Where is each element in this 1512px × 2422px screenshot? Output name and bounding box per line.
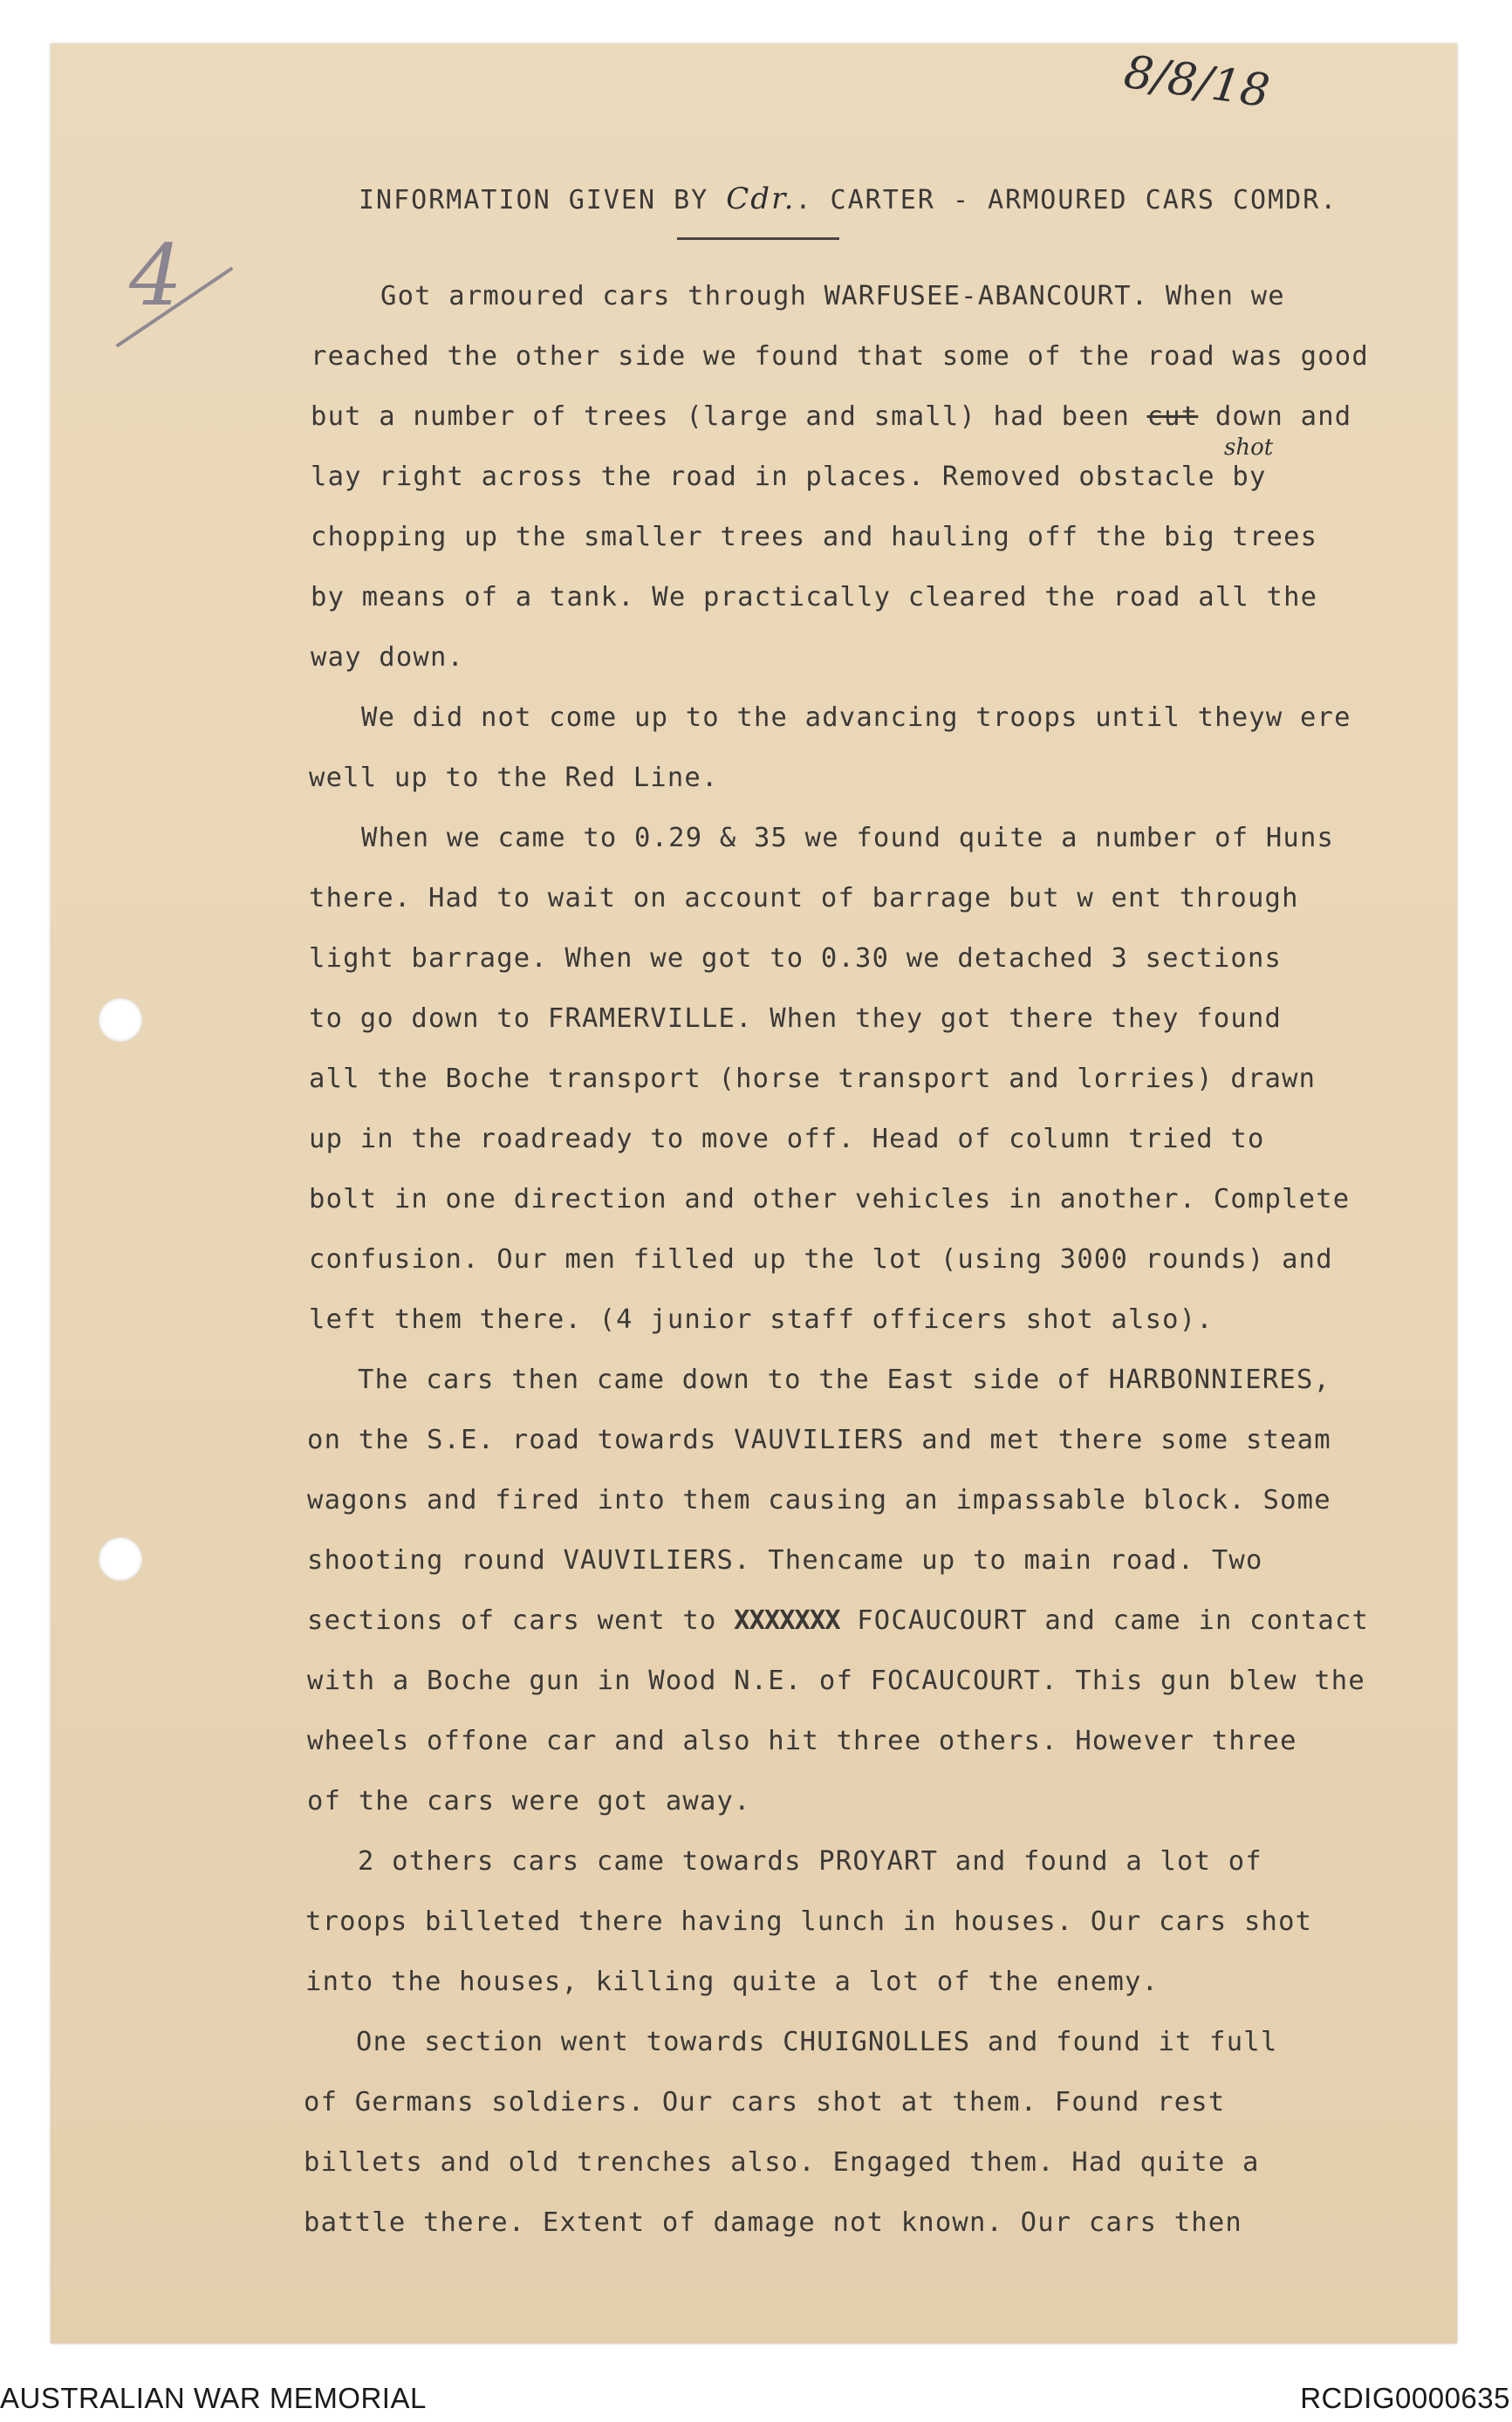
text-line: to go down to FRAMERVILLE. When they got there they found (309, 1003, 1283, 1034)
text-line: by means of a tank. We practically cleared the road all the (311, 582, 1318, 612)
text-line: on the S.E. road towards VAUVILIERS and met there some steam (307, 1425, 1331, 1455)
text-line-with-strike (311, 401, 1351, 432)
text-line: wheels offone car and also hit three others. However three (307, 1726, 1297, 1756)
text-line: confusion. Our men filled up the lot (using 3000 rounds) and (309, 1244, 1333, 1275)
document-title (359, 181, 1338, 216)
title-prefix: INFORMATION GIVEN BY (359, 185, 709, 216)
punch-hole-top (99, 998, 142, 1042)
text-line: When we came to 0.29 & 35 we found quite a number of Huns (361, 823, 1335, 853)
title-underline (677, 237, 839, 240)
struck-word: cut (1146, 401, 1199, 432)
text-line-with-crossout (307, 1605, 1369, 1636)
text-line: with a Boche gun in Wood N.E. of FOCAUCOURT. This gun blew the (307, 1666, 1365, 1696)
text-line: One section went towards CHUIGNOLLES and found it full (356, 2027, 1278, 2057)
text-line: wagons and fired into them causing an impassable block. Some (307, 1485, 1331, 1515)
handwritten-date: 8/8/18 (1120, 45, 1273, 119)
punch-hole-bottom (99, 1537, 142, 1581)
text-line: We did not come up to the advancing troops until theyw ere (361, 702, 1351, 733)
document-page (51, 44, 1457, 2343)
text-line: shooting round VAUVILIERS. Thencame up to main road. Two (307, 1545, 1263, 1576)
text-line: of Germans soldiers. Our cars shot at them. Found rest (304, 2087, 1226, 2118)
text-line: into the houses, killing quite a lot of the enemy. (305, 1967, 1160, 1997)
text-before-crossout: sections of cars went to (307, 1605, 717, 1636)
text-line: well up to the Red Line. (309, 763, 719, 793)
crossed-out-word: XXXXXXX (734, 1605, 840, 1636)
text-before-strike: but a number of trees (large and small) had been (311, 401, 1147, 432)
text-line: there. Had to wait on account of barrage but w ent through (309, 883, 1299, 913)
text-line: Got armoured cars through WARFUSEE-ABANCOURT. When we (380, 281, 1285, 311)
text-line: left them there. (4 junior staff officers shot also). (309, 1304, 1214, 1335)
archive-item-id: RCDIG0000635 (1300, 2382, 1510, 2414)
text-line: troops billeted there having lunch in houses. Our cars shot (305, 1906, 1313, 1937)
archive-credit: AUSTRALIAN WAR MEMORIAL (0, 2382, 427, 2414)
text-line: reached the other side we found that some of the road was good (311, 341, 1369, 372)
text-line: The cars then came down to the East side of HARBONNIERES, (358, 1365, 1331, 1395)
text-after-strike: down and (1198, 401, 1352, 432)
text-line: chopping up the smaller trees and hauling off the big trees (311, 522, 1318, 552)
text-line: lay right across the road in places. Removed obstacle by (311, 462, 1267, 492)
margin-page-number: 4 (129, 227, 183, 325)
title-suffix: . CARTER - ARMOURED CARS COMDR. (795, 185, 1338, 216)
text-line: of the cars were got away. (307, 1786, 751, 1816)
text-line: light barrage. When we got to 0.30 we detached 3 sections (309, 943, 1283, 974)
text-after-crossout: FOCAUCOURT and came in contact (857, 1605, 1370, 1636)
text-line: way down. (311, 642, 465, 673)
text-line: 2 others cars came towards PROYART and found a lot of (358, 1846, 1262, 1877)
text-line: bolt in one direction and other vehicles in another. Complete (309, 1184, 1351, 1214)
text-line: battle there. Extent of damage not known. Our cars then (304, 2207, 1242, 2238)
text-line: billets and old trenches also. Engaged them. Had quite a (304, 2147, 1260, 2178)
text-line: up in the roadready to move off. Head of column tried to (309, 1124, 1265, 1154)
handwritten-insertion: shot (1224, 434, 1274, 461)
title-rank-handwritten: Cdr. (726, 181, 796, 216)
text-line: all the Boche transport (horse transport and lorries) drawn (309, 1064, 1317, 1094)
